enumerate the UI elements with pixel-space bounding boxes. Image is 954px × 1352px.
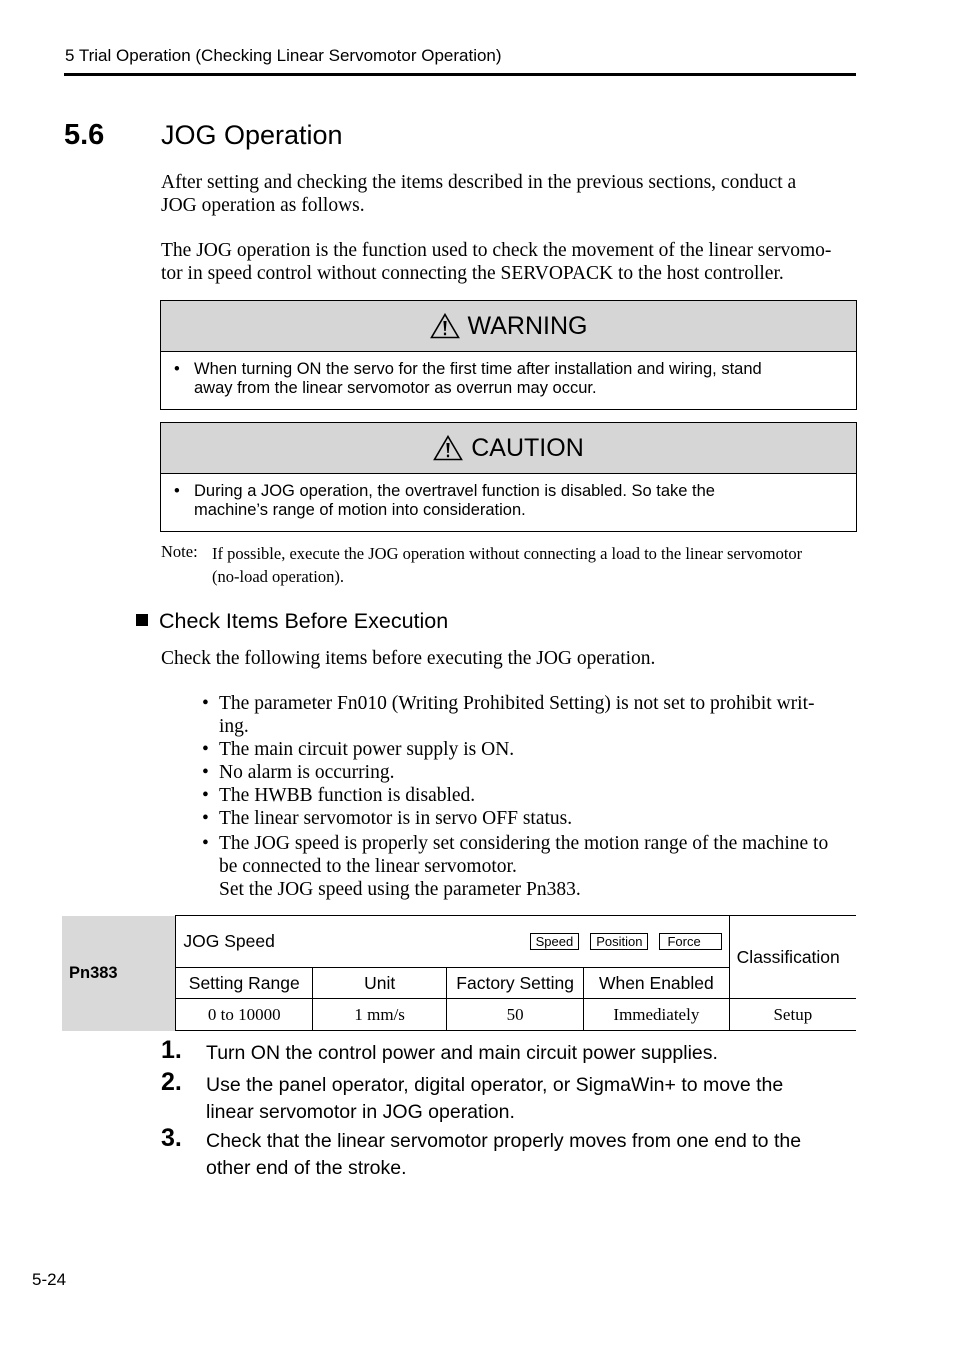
note-text-line1: If possible, execute the JOG operation without connecting a load to the linear servomotor [212,544,803,563]
warning-text-line1: When turning ON the servo for the first time after installation and wiring, stand [194,360,762,378]
list-item: • The linear servomotor is in servo OFF status. [202,808,573,829]
header-unit: Unit [313,968,447,999]
parameter-number: Pn383 [62,916,176,1031]
list-item: • The HWBB function is disabled. [202,785,476,806]
warning-header [161,301,856,352]
note-text [212,542,862,588]
step-number: 1. [161,1036,182,1064]
procedure-steps [161,1036,861,1183]
intro-p1-line1: After setting and checking the items described in the previous sections, conduct a [161,172,797,193]
list-bullet: • [202,808,209,829]
warning-text [161,352,856,398]
parameter-table [62,915,856,1031]
section-title: JOG Operation [161,120,343,150]
tag-force: Force [659,933,721,950]
intro-paragraph-2 [161,239,861,285]
caution-header [161,423,856,474]
step-number: 2. [161,1067,182,1096]
list-bullet: • [202,693,209,714]
parameter-name-cell [176,916,729,968]
value-factory-setting: 50 [447,999,584,1031]
value-unit: 1 mm/s [313,999,447,1031]
caution-text [161,474,856,520]
classification-header: Classification [729,916,856,999]
list-item: • No alarm is occurring. [202,762,395,783]
tag-speed: Speed [530,933,580,950]
intro-p2-line1: The JOG operation is the function used to check the movement of the linear servomo- [161,240,832,261]
list-bullet: • [202,833,209,854]
header-rule [64,73,856,76]
parameter-name: JOG Speed [183,931,275,951]
list-item: • The main circuit power supply is ON. [202,739,515,760]
step-1: 1. Turn ON the control power and main circuit power supplies. [161,1036,718,1064]
note-text-line2: (no-load operation). [212,567,344,586]
value-setting-range: 0 to 10000 [176,999,313,1031]
warning-text-line2: away from the linear servomotor as overrun may occur. [194,379,597,397]
section-number: 5.6 [64,119,105,151]
header-setting-range: Setting Range [176,968,313,999]
warning-box [160,300,857,410]
step-2: 2. Use the panel operator, digital operator, or SigmaWin+ to move the linear servomotor in JOG operation. [161,1067,784,1123]
intro-p2-line2: tor in speed control without connecting the SERVOPACK to the host controller. [161,263,784,284]
list-bullet: • [202,762,209,783]
running-header: 5 Trial Operation (Checking Linear Servomotor Operation) [65,46,502,65]
step-number: 3. [161,1123,182,1152]
caution-text-line1: During a JOG operation, the overtravel function is disabled. So take the [194,482,715,500]
value-when-enabled: Immediately [584,999,730,1031]
list-item: • The parameter Fn010 (Writing Prohibited Setting) is not set to prohibit writ- ing. [202,693,815,737]
step-3: 3. Check that the linear servomotor properly moves from one end to the other end of the stroke. [161,1123,802,1179]
check-items-heading-text: Check Items Before Execution [159,609,449,633]
note-label: Note: [161,542,198,561]
square-bullet-icon [136,614,148,626]
intro-paragraph-1 [161,171,861,217]
tag-position: Position [590,933,648,950]
warning-triangle-icon [430,313,460,339]
caution-text-line2: machine’s range of motion into consideration. [194,501,526,519]
caution-title: CAUTION [471,433,584,462]
check-items-list [202,692,862,901]
header-when-enabled: When Enabled [584,968,730,999]
header-factory-setting: Factory Setting [447,968,584,999]
intro-p1-line2: JOG operation as follows. [161,195,365,216]
warning-bullet: • [174,360,180,378]
list-item: • The JOG speed is properly set considering the motion range of the machine to be connected to the linear servomotor. Set the JOG speed using the parameter Pn383. [202,833,829,900]
warning-title: WARNING [467,311,588,340]
page-number: 5-24 [32,1270,67,1289]
caution-box [160,422,857,532]
value-classification: Setup [729,999,856,1031]
caution-bullet: • [174,482,180,500]
list-bullet: • [202,739,209,760]
list-bullet: • [202,785,209,806]
check-items-intro: Check the following items before executing the JOG operation. [161,648,656,669]
warning-triangle-icon [433,435,463,461]
control-mode-tags [519,933,722,950]
check-items-heading [136,609,448,634]
